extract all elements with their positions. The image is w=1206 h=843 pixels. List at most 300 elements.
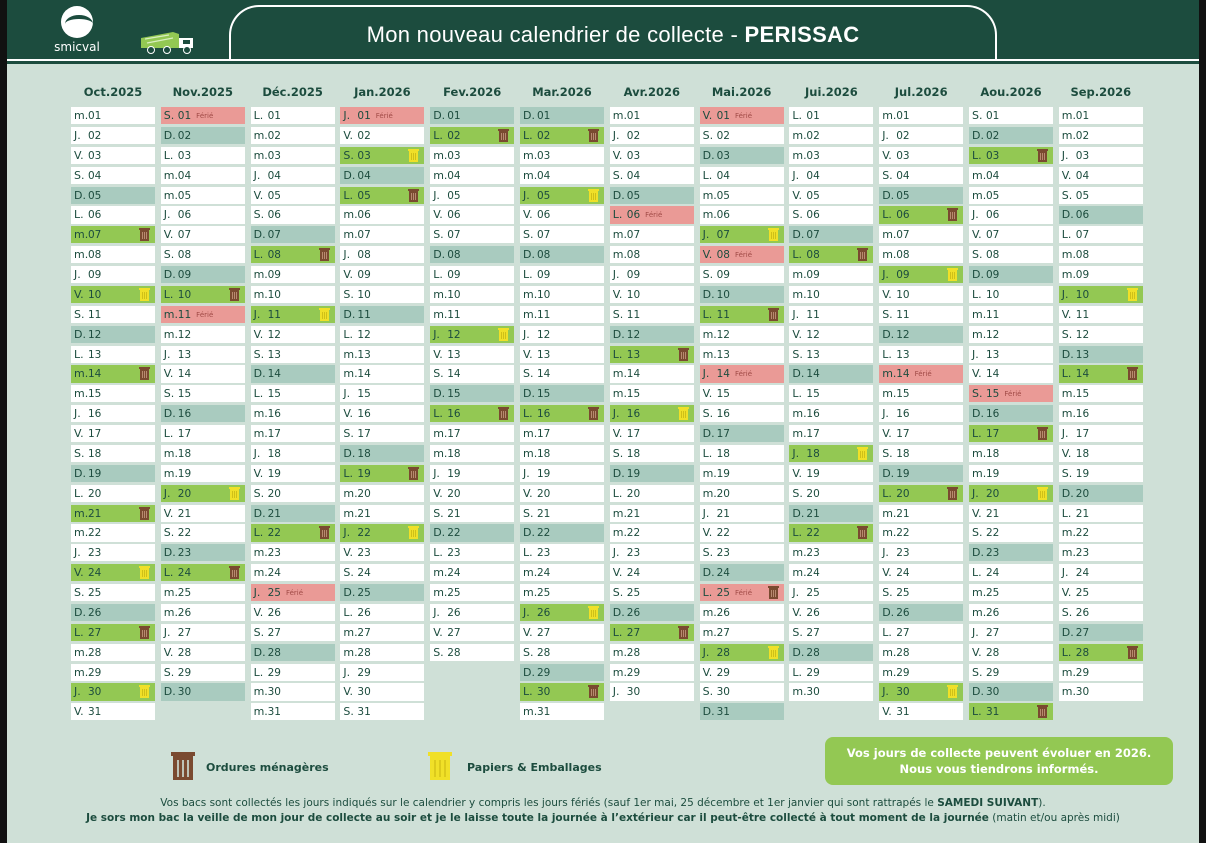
day-number: 11 bbox=[1075, 308, 1090, 321]
day-cell bbox=[430, 326, 514, 343]
day-cell bbox=[789, 187, 873, 204]
day-cell bbox=[700, 703, 784, 720]
day-number: 04 bbox=[626, 169, 641, 182]
day-cell bbox=[1059, 206, 1143, 223]
day-number: 20 bbox=[806, 487, 820, 500]
day-letter: m. bbox=[882, 526, 897, 540]
day-number: 21 bbox=[447, 507, 461, 520]
day-cell bbox=[340, 226, 424, 243]
notice-line-2: Nous vous tiendrons informés. bbox=[899, 762, 1099, 776]
month-column bbox=[71, 85, 155, 723]
day-letter: D. bbox=[253, 367, 266, 381]
notice-box bbox=[825, 737, 1173, 785]
day-number: 31 bbox=[896, 706, 910, 719]
day-cell bbox=[1059, 286, 1143, 303]
day-cell bbox=[700, 604, 784, 621]
paper-bin-icon bbox=[408, 526, 419, 539]
day-number: 03 bbox=[267, 149, 281, 162]
day-cell bbox=[789, 346, 873, 363]
day-number: 25 bbox=[806, 587, 820, 599]
day-cell bbox=[969, 107, 1053, 124]
trash-bin-icon bbox=[947, 487, 958, 500]
day-letter: m. bbox=[1061, 665, 1077, 679]
garbage-truck-icon bbox=[139, 30, 201, 56]
day-letter: m. bbox=[882, 248, 897, 262]
trash-bin-icon bbox=[319, 526, 330, 539]
day-letter: S. bbox=[343, 566, 354, 580]
day-letter: D. bbox=[163, 268, 176, 281]
day-cell bbox=[789, 584, 873, 601]
day-number: 01 bbox=[177, 110, 192, 122]
day-cell bbox=[161, 624, 245, 641]
day-number: 02 bbox=[447, 129, 461, 142]
day-number: 24 bbox=[986, 567, 1000, 580]
day-cell bbox=[520, 584, 604, 601]
day-number: 16 bbox=[986, 408, 1000, 421]
day-letter: J. bbox=[433, 605, 440, 619]
day-cell bbox=[789, 206, 873, 223]
day-number: 21 bbox=[626, 507, 641, 520]
title-town: PERISSAC bbox=[744, 22, 860, 47]
day-letter: L. bbox=[433, 128, 443, 142]
day-cell bbox=[700, 524, 784, 541]
trash-bin-icon bbox=[229, 288, 240, 301]
day-number: 05 bbox=[267, 189, 281, 202]
day-letter: L. bbox=[882, 208, 892, 222]
day-letter: V. bbox=[433, 347, 443, 361]
month-column bbox=[969, 85, 1053, 723]
day-letter: L. bbox=[433, 407, 443, 421]
month-column bbox=[520, 85, 604, 723]
day-cell bbox=[251, 564, 335, 581]
day-cell bbox=[430, 425, 514, 442]
day-number: 19 bbox=[447, 467, 461, 480]
day-number: 15 bbox=[537, 388, 551, 401]
day-number: 09 bbox=[626, 269, 641, 281]
day-cell bbox=[610, 246, 694, 263]
day-number: 20 bbox=[896, 487, 910, 500]
day-number: 03 bbox=[537, 149, 551, 162]
day-cell bbox=[340, 485, 424, 502]
day-cell bbox=[610, 465, 694, 482]
day-cell bbox=[879, 167, 963, 184]
trash-bin-icon bbox=[678, 348, 689, 361]
day-cell bbox=[71, 683, 155, 700]
day-letter: D. bbox=[523, 387, 535, 401]
day-number: 12 bbox=[986, 328, 1000, 341]
day-number: 19 bbox=[986, 467, 1000, 480]
day-number: 01 bbox=[88, 110, 102, 122]
day-cell bbox=[340, 465, 424, 482]
day-cell bbox=[430, 584, 514, 601]
day-cell bbox=[430, 226, 514, 243]
day-number: 27 bbox=[177, 626, 192, 639]
day-letter: L. bbox=[523, 407, 533, 421]
day-number: 16 bbox=[267, 408, 281, 421]
day-cell bbox=[520, 624, 604, 641]
day-cell bbox=[340, 425, 424, 442]
day-number: 05 bbox=[357, 189, 371, 202]
day-letter: J. bbox=[253, 307, 261, 321]
day-cell bbox=[520, 286, 604, 303]
day-cell bbox=[969, 644, 1053, 661]
day-letter: S. bbox=[253, 625, 265, 639]
day-letter: S. bbox=[702, 685, 714, 699]
day-cell bbox=[610, 425, 694, 442]
day-cell bbox=[520, 405, 604, 422]
day-cell bbox=[161, 286, 245, 303]
day-number: 12 bbox=[806, 328, 820, 341]
day-cell bbox=[879, 584, 963, 601]
day-number: 22 bbox=[537, 527, 551, 540]
day-cell bbox=[251, 425, 335, 442]
day-number: 23 bbox=[88, 547, 102, 560]
day-letter: S. bbox=[253, 347, 265, 361]
day-letter: V. bbox=[972, 228, 982, 242]
day-number: 25 bbox=[357, 587, 371, 599]
day-letter: m. bbox=[612, 526, 628, 540]
day-letter: m. bbox=[972, 466, 987, 480]
day-number: 22 bbox=[626, 527, 641, 540]
holiday-label: Férié bbox=[734, 370, 753, 379]
day-cell bbox=[71, 226, 155, 243]
day-number: 21 bbox=[357, 507, 371, 520]
day-cell bbox=[610, 584, 694, 601]
day-letter: D. bbox=[433, 109, 446, 122]
day-number: 11 bbox=[626, 308, 641, 321]
day-cell bbox=[340, 167, 424, 184]
day-number: 29 bbox=[357, 666, 371, 679]
day-number: 02 bbox=[806, 129, 820, 142]
day-cell bbox=[520, 485, 604, 502]
day-letter: V. bbox=[253, 327, 264, 341]
day-letter: D. bbox=[702, 287, 715, 301]
day-number: 01 bbox=[986, 110, 1000, 122]
paper-bin-icon bbox=[768, 228, 779, 241]
day-number: 25 bbox=[626, 587, 641, 599]
day-number: 30 bbox=[267, 686, 281, 699]
day-letter: m. bbox=[163, 586, 179, 599]
day-cell bbox=[1059, 425, 1143, 442]
day-letter: S. bbox=[702, 128, 714, 142]
day-letter: S. bbox=[1061, 605, 1073, 619]
day-list bbox=[700, 107, 784, 720]
day-letter: S. bbox=[972, 665, 983, 679]
day-number: 18 bbox=[88, 447, 102, 460]
day-cell bbox=[71, 107, 155, 124]
day-cell bbox=[251, 306, 335, 323]
day-number: 05 bbox=[177, 189, 192, 202]
holiday-label: Férié bbox=[1004, 390, 1022, 399]
day-number: 13 bbox=[537, 348, 551, 361]
day-number: 04 bbox=[357, 169, 371, 182]
day-letter: m. bbox=[882, 506, 897, 520]
day-number: 15 bbox=[447, 388, 461, 401]
day-cell bbox=[789, 246, 873, 263]
day-cell bbox=[700, 107, 784, 124]
day-cell bbox=[610, 346, 694, 363]
footer-line-2-bold: Je sors mon bac la veille de mon jour de collecte au soir et je le laisse toute la journée à l’extérieur car il peut-être collecté à tout moment de la journée bbox=[86, 812, 989, 824]
day-number: 15 bbox=[626, 388, 641, 401]
day-number: 10 bbox=[267, 288, 281, 301]
day-number: 10 bbox=[626, 288, 641, 301]
day-number: 24 bbox=[806, 567, 820, 580]
day-cell bbox=[1059, 604, 1143, 621]
day-cell bbox=[969, 703, 1053, 720]
day-cell bbox=[430, 624, 514, 641]
day-letter: V. bbox=[523, 208, 533, 222]
day-cell bbox=[789, 544, 873, 561]
day-letter: m. bbox=[792, 128, 807, 142]
holiday-label: Férié bbox=[914, 370, 932, 379]
day-number: 26 bbox=[1075, 606, 1090, 619]
day-cell bbox=[879, 485, 963, 502]
day-cell bbox=[340, 206, 424, 223]
day-cell bbox=[789, 644, 873, 661]
day-letter: D. bbox=[163, 685, 176, 699]
day-letter: L. bbox=[74, 208, 84, 222]
month-name: Nov.2025 bbox=[172, 85, 234, 99]
day-letter: S. bbox=[792, 347, 803, 361]
day-cell bbox=[430, 405, 514, 422]
day-letter: S. bbox=[972, 526, 983, 540]
day-cell bbox=[251, 147, 335, 164]
day-cell bbox=[161, 147, 245, 164]
day-number: 01 bbox=[537, 110, 551, 122]
paper-bin-icon bbox=[139, 566, 150, 579]
day-number: 08 bbox=[447, 249, 461, 262]
day-list bbox=[430, 107, 514, 661]
day-cell bbox=[610, 485, 694, 502]
day-letter: m. bbox=[972, 307, 987, 321]
day-number: 21 bbox=[267, 507, 281, 520]
day-letter: m. bbox=[882, 665, 897, 679]
day-number: 12 bbox=[357, 328, 371, 341]
legend-om-label: Ordures ménagères bbox=[206, 761, 329, 774]
day-number: 03 bbox=[626, 149, 641, 162]
day-number: 09 bbox=[447, 269, 461, 281]
day-number: 26 bbox=[537, 606, 551, 619]
day-letter: m. bbox=[792, 268, 807, 281]
day-letter: m. bbox=[343, 625, 358, 639]
day-cell bbox=[520, 445, 604, 462]
day-cell bbox=[789, 127, 873, 144]
day-cell bbox=[610, 107, 694, 124]
day-number: 21 bbox=[896, 507, 910, 520]
day-letter: m. bbox=[972, 586, 987, 599]
day-letter: J. bbox=[433, 188, 440, 202]
day-cell bbox=[71, 286, 155, 303]
day-cell bbox=[789, 286, 873, 303]
day-letter: J. bbox=[343, 526, 351, 540]
day-number: 30 bbox=[1075, 686, 1090, 699]
day-letter: m. bbox=[523, 148, 538, 162]
day-cell bbox=[340, 624, 424, 641]
day-letter: S. bbox=[253, 486, 265, 500]
day-number: 21 bbox=[1075, 507, 1090, 520]
day-letter: m. bbox=[74, 228, 89, 242]
day-number: 24 bbox=[537, 567, 551, 580]
day-letter: m. bbox=[882, 645, 897, 659]
month-name: Sep.2026 bbox=[1070, 85, 1132, 99]
day-letter: m. bbox=[792, 407, 807, 421]
day-letter: V. bbox=[702, 526, 713, 540]
day-cell bbox=[71, 385, 155, 402]
day-number: 31 bbox=[267, 706, 281, 719]
day-list bbox=[969, 107, 1053, 720]
day-number: 18 bbox=[357, 447, 371, 460]
day-letter: J. bbox=[523, 605, 530, 619]
day-number: 19 bbox=[896, 467, 910, 480]
day-cell bbox=[161, 167, 245, 184]
day-cell bbox=[610, 365, 694, 382]
day-number: 20 bbox=[177, 487, 192, 500]
day-letter: m. bbox=[343, 228, 358, 242]
day-letter: S. bbox=[523, 367, 534, 381]
day-cell bbox=[520, 226, 604, 243]
day-cell bbox=[430, 127, 514, 144]
day-number: 27 bbox=[88, 626, 102, 639]
day-number: 23 bbox=[447, 547, 461, 560]
day-cell bbox=[969, 624, 1053, 641]
day-number: 26 bbox=[357, 606, 371, 619]
day-cell bbox=[430, 206, 514, 223]
trash-bin-icon bbox=[408, 189, 419, 202]
trash-bin-icon bbox=[139, 228, 150, 241]
day-cell bbox=[1059, 107, 1143, 124]
day-letter: J. bbox=[612, 407, 620, 421]
day-cell bbox=[161, 505, 245, 522]
day-number: 22 bbox=[716, 527, 730, 540]
day-number: 22 bbox=[357, 527, 371, 540]
day-number: 30 bbox=[177, 686, 192, 699]
day-letter: J. bbox=[163, 208, 171, 222]
day-letter: S. bbox=[882, 586, 893, 599]
month-column bbox=[340, 85, 424, 723]
day-cell bbox=[251, 624, 335, 641]
day-letter: V. bbox=[612, 566, 623, 580]
day-number: 06 bbox=[1075, 209, 1090, 222]
day-number: 16 bbox=[88, 408, 102, 421]
day-cell bbox=[520, 564, 604, 581]
day-letter: V. bbox=[343, 268, 353, 281]
day-letter: S. bbox=[523, 645, 534, 659]
month-column bbox=[1059, 85, 1143, 703]
day-cell bbox=[1059, 644, 1143, 661]
day-cell bbox=[430, 286, 514, 303]
day-list bbox=[340, 107, 424, 720]
day-cell bbox=[430, 107, 514, 124]
day-number: 06 bbox=[267, 209, 281, 222]
day-number: 31 bbox=[88, 706, 102, 719]
day-cell bbox=[700, 385, 784, 402]
day-number: 12 bbox=[626, 328, 641, 341]
day-letter: D. bbox=[1061, 208, 1074, 222]
day-number: 09 bbox=[357, 269, 371, 281]
day-letter: m. bbox=[972, 327, 987, 341]
day-cell bbox=[340, 604, 424, 621]
day-letter: S. bbox=[433, 645, 444, 659]
day-number: 28 bbox=[716, 646, 730, 659]
day-number: 03 bbox=[806, 149, 820, 162]
day-number: 13 bbox=[88, 348, 102, 361]
day-letter: m. bbox=[343, 486, 358, 500]
day-cell bbox=[251, 664, 335, 681]
day-number: 04 bbox=[177, 169, 192, 182]
day-letter: m. bbox=[523, 427, 538, 440]
day-number: 13 bbox=[177, 348, 192, 361]
paper-bin-icon bbox=[427, 750, 453, 782]
day-cell bbox=[340, 286, 424, 303]
day-letter: D. bbox=[792, 367, 805, 381]
day-number: 22 bbox=[1075, 527, 1090, 540]
day-cell bbox=[700, 683, 784, 700]
day-number: 30 bbox=[357, 686, 371, 699]
day-cell bbox=[430, 564, 514, 581]
day-cell bbox=[1059, 465, 1143, 482]
day-letter: S. bbox=[882, 446, 893, 460]
day-number: 14 bbox=[357, 368, 371, 381]
day-letter: S. bbox=[792, 486, 803, 500]
day-cell bbox=[969, 564, 1053, 581]
day-number: 22 bbox=[447, 527, 461, 540]
day-number: 18 bbox=[806, 447, 820, 460]
day-cell bbox=[700, 306, 784, 323]
day-number: 16 bbox=[537, 408, 551, 421]
day-letter: L. bbox=[163, 148, 174, 162]
day-letter: m. bbox=[1061, 685, 1077, 699]
day-letter: L. bbox=[972, 148, 982, 162]
day-cell bbox=[969, 445, 1053, 462]
day-cell bbox=[789, 405, 873, 422]
day-letter: D. bbox=[792, 228, 805, 242]
day-letter: m. bbox=[163, 327, 179, 341]
day-cell bbox=[161, 385, 245, 402]
day-number: 02 bbox=[1075, 129, 1090, 142]
day-cell bbox=[1059, 624, 1143, 641]
day-number: 19 bbox=[357, 467, 371, 480]
day-number: 26 bbox=[806, 606, 820, 619]
day-cell bbox=[969, 147, 1053, 164]
day-number: 10 bbox=[537, 288, 551, 301]
day-letter: m. bbox=[972, 605, 987, 619]
day-cell bbox=[879, 465, 963, 482]
footer-line-1-text: Vos bacs sont collectés les jours indiqués sur le calendrier y compris les jours fériés (sauf 1er mai, 25 décembre et 1er janvier qui sont rattrapés le bbox=[160, 797, 938, 809]
paper-bin-icon bbox=[319, 308, 330, 321]
day-letter: L. bbox=[343, 605, 354, 619]
day-number: 12 bbox=[1075, 328, 1090, 341]
day-cell bbox=[251, 405, 335, 422]
day-number: 21 bbox=[986, 507, 1000, 520]
day-cell bbox=[430, 306, 514, 323]
day-cell bbox=[879, 644, 963, 661]
day-letter: V. bbox=[612, 427, 623, 440]
day-letter: V. bbox=[433, 486, 443, 500]
day-cell bbox=[520, 187, 604, 204]
day-letter: D. bbox=[792, 645, 805, 659]
day-letter: L. bbox=[343, 188, 354, 202]
day-cell bbox=[1059, 524, 1143, 541]
day-letter: m. bbox=[163, 446, 179, 460]
day-cell bbox=[789, 107, 873, 124]
trash-bin-icon bbox=[498, 407, 509, 420]
day-list bbox=[520, 107, 604, 720]
trash-bin-icon bbox=[1037, 149, 1048, 162]
day-letter: m. bbox=[523, 566, 538, 580]
day-number: 06 bbox=[88, 209, 102, 222]
day-number: 06 bbox=[896, 209, 910, 222]
day-letter: m. bbox=[792, 546, 807, 560]
